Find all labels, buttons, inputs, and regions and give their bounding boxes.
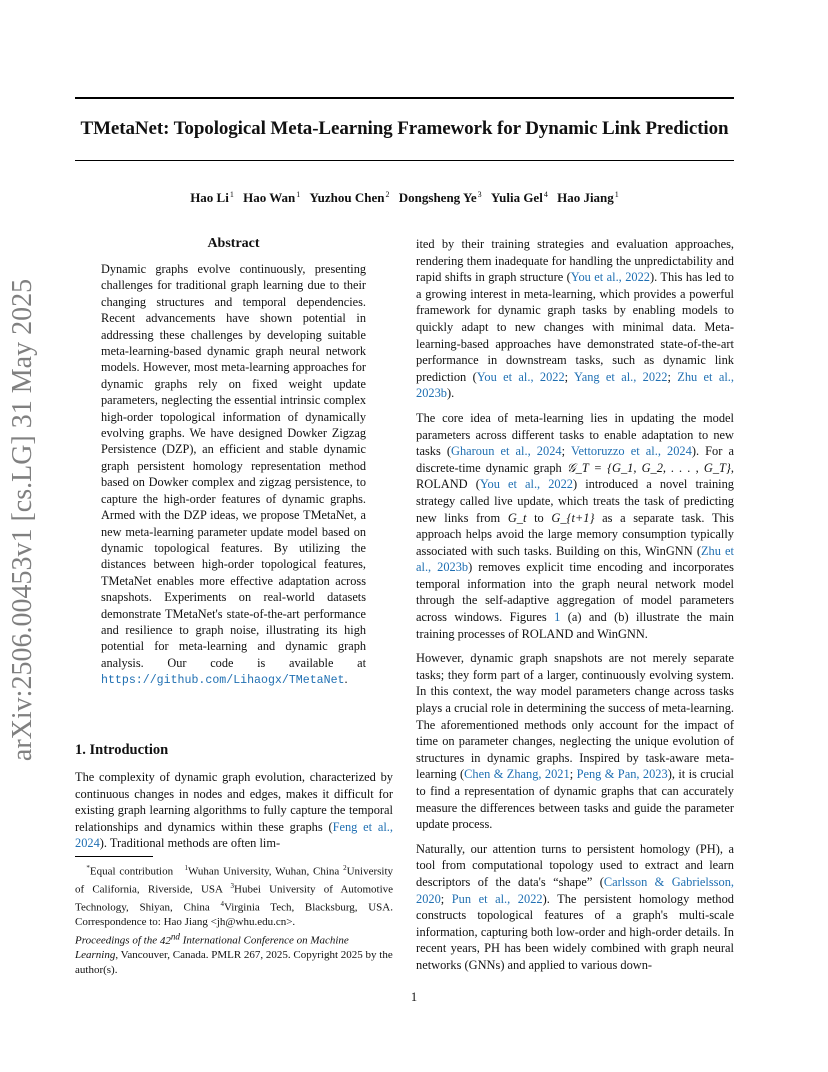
author: Hao Li$^1$ xyxy=(190,190,234,206)
title-rule-top xyxy=(75,97,734,99)
math-expression: G_{t+1} xyxy=(551,510,595,525)
paragraph: ited by their training strategies and evaluation approaches, rendering them inadequate for handling the unpredictability and rapid shifts in graph structure (You et al., 2022). This has led to a growing interest in meta-learning, which provides a powerful framework for dynamic graph tasks by enabling models to quickly adapt to new changes with minimal data. Meta-learning-based approaches have demonstrated state-of-the-art performance in downstream tasks, such as dynamic link prediction (You et al., 2022; Yang et al., 2022; Zhu et al., 2023b). xyxy=(416,237,734,401)
abstract-text: Dynamic graphs evolve continuously, presenting challenges for traditional graph learning due to their changing structures and temporal dependencies. Recent advancements have shown potential in addressing these challenges by developing suitable meta-learning-based dynamic graph neural network models. However, most meta-learning approaches for dynamic graphs rely on fixed weight update parameters, neglecting the essential intrinsic complex high-order topological information of dynamically evolving graphs. We have designed Dowker Zigzag Persistence (DZP), an efficient and stable dynamic graph persistent homology representation method based on Dowker complex and zigzag persistence, to capture the high-order features of dynamic graphs. Armed with the DZP ideas, we propose TMetaNet, a new meta-learning parameter update model based on dynamic topological features. By utilizing the distances between high-order topological features, TMetaNet enables more effective adaptation across snapshots. Experiments on real-world datasets demonstrate TMetaNet's state-of-the-art performance and resilience to graph noise, illustrating its high potential for meta-learning and dynamic graph analysis. Our code is available at https://github.com/Lihaogx/TMetaNet. xyxy=(101,262,366,688)
author: Hao Wan$^1$ xyxy=(243,190,301,206)
title-rule-bottom xyxy=(75,160,734,161)
author: Hao Jiang$^1$ xyxy=(557,190,619,206)
page-number: 1 xyxy=(410,990,418,1004)
section-heading-introduction: 1. Introduction xyxy=(75,742,169,758)
citation-link[interactable]: Chen & Zhang, 2021 xyxy=(464,767,570,782)
citation-link[interactable]: Gharoun et al., 2024 xyxy=(451,444,562,459)
math-expression: G_t xyxy=(507,510,527,525)
paper-title: TMetaNet: Topological Meta-Learning Framework for Dynamic Link Prediction xyxy=(80,118,729,139)
author: Yuzhou Chen$^2$ xyxy=(309,190,390,206)
citation-link[interactable]: Carlsson & Gabrielsson, 2020 xyxy=(416,874,734,906)
paragraph: The core idea of meta-learning lies in updating the model parameters across different tasks to enable adaptation to new tasks (Gharoun et al., 2024; Vettoruzzo et al., 2024). For a discrete-time dynamic graph 𝒢_T = {G_1, G_2, . . . , G_T}, ROLAND (You et al., 2022) introduced a novel training strategy called live update, which treats the task of predicting new links from G_t to G_{t+1} as a separate task. This approach helps avoid the large memory consumption typically associated with such tasks. Building on this, WinGNN (Zhu et al., 2023b) removes explicit time encoding and incorporates temporal information into the graph neural network model through the self-adaptive aggregation of model parameters across windows. Figures 1 (a) and (b) illustrate the main training processes of ROLAND and WinGNN. xyxy=(416,410,735,641)
citation-link[interactable]: Vettoruzzo et al., 2024 xyxy=(570,444,692,459)
citation-link[interactable]: Zhu et al., 2023b xyxy=(416,543,735,575)
figure-ref-link[interactable]: 1 xyxy=(554,610,561,625)
right-column xyxy=(416,236,734,982)
paragraph: However, dynamic graph snapshots are not merely separate tasks; they form part of a larger, continuously evolving system. In this context, the way model parameters change across tasks plays a crucial role in determining the success of meta-learning. The aforementioned methods only account for the impact of time on parameter changes, neglecting the unique evolution of structures in dynamic graphs. Inspired by task-aware meta-learning (Chen & Zhang, 2021; Peng & Pan, 2023), it is crucial to find a representation of dynamic graphs that can accurately measure the differences between tasks and guide the parameter update process. xyxy=(416,651,734,832)
math-expression: 𝒢_T = {G_1, G_2, . . . , G_T} xyxy=(566,460,731,475)
citation-link[interactable]: You et al., 2022 xyxy=(570,270,650,285)
author: Dongsheng Ye$^3$ xyxy=(398,190,482,206)
citation-link[interactable]: Peng & Pan, 2023 xyxy=(576,767,668,782)
author: Yulia Gel$^4$ xyxy=(490,190,548,206)
citation-link[interactable]: Feng et al., 2024 xyxy=(75,819,393,851)
arxiv-id: arXiv:2506.00453v1 [cs.LG] 31 May 2025 xyxy=(7,278,38,762)
author-list xyxy=(75,190,734,206)
citation-link[interactable]: Zhu et al., 2023b xyxy=(416,369,734,401)
citation-link[interactable]: You et al., 2022 xyxy=(479,477,574,492)
paragraph: Naturally, our attention turns to persistent homology (PH), a tool from computational topology used to extract and learn descriptors of the data's “shape” (Carlsson & Gabrielsson, 2020; Pun et al., 2022). The persistent homology method constructs topological features of a graph's multi-scale information, capturing both low-order and high-order details. In recent years, PH has been widely combined with graph neural networks (GNNs) and applied to various down- xyxy=(416,841,734,972)
abstract-heading: Abstract xyxy=(207,236,260,251)
code-link[interactable]: https://github.com/Lihaogx/TMetaNet xyxy=(101,674,345,688)
citation-link[interactable]: You et al., 2022 xyxy=(476,369,565,384)
citation-link[interactable]: Yang et al., 2022 xyxy=(574,369,668,384)
citation-link[interactable]: Pun et al., 2022 xyxy=(451,891,543,906)
intro-paragraph: The complexity of dynamic graph evolution, characterized by continuous changes in nodes and edges, makes it difficult for existing graph learning algorithms to fully capture the temporal relationships and dynamics within these graphs (Feng et al., 2024). Traditional methods are often lim- xyxy=(75,770,393,851)
footnotes: *Equal contribution $^1$Wuhan University, Wuhan, China $^2$University of California, Riverside, USA $^3$Hubei University of Automotive Technology, Shiyan, China $^4$Virginia Tech, Blacksburg, USA. Correspondence to: Hao Jiang <jh@whu.edu.cn>. xyxy=(75,864,394,929)
proceedings-note: Proceedings of the 42nd International Conference on Machine Learning, Vancouver, Canada. PMLR 267, 2025. Copyright 2025 by the author(s). xyxy=(75,931,393,976)
footnote-rule xyxy=(75,856,153,857)
